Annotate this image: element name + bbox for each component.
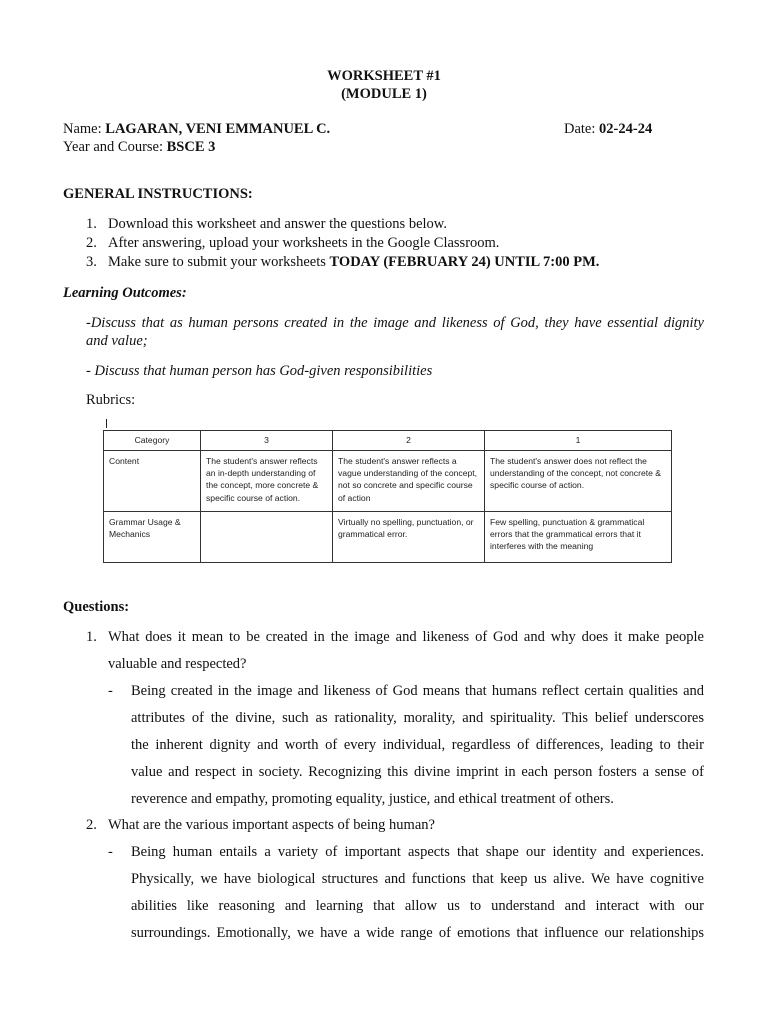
date-label: Date:	[564, 121, 600, 137]
answer-line: reverence and empathy, promoting equality, justice, and ethical treatment of others.	[131, 791, 614, 807]
instruction-item: 2. After answering, upload your worksheets in the Google Classroom.	[86, 235, 500, 251]
answer-line: the inherent dignity and worth of every individual, regardless of differences, leading to their	[131, 737, 704, 753]
outcome-item: - Discuss that human person has God-given responsibilities	[86, 363, 433, 379]
course-label: Year and Course:	[63, 139, 167, 155]
date-value: 02-24-24	[599, 121, 653, 137]
instruction-item: 1. Download this worksheet and answer the questions below.	[86, 216, 447, 232]
worksheet-title: WORKSHEET #1	[327, 68, 441, 84]
answer-line: surroundings. Emotionally, we have a wide range of emotions that influence our relationships	[131, 925, 704, 941]
answer-line: value and respect in society. Recognizing this divine imprint in each person fosters a sense of	[131, 764, 704, 780]
score-2-cell: The student's answer reflects a vague understanding of the concept, not so concrete and specific course of action	[333, 451, 485, 512]
score-1-cell: Few spelling, punctuation & grammatical errors that the grammatical errors that it interferes with the meaning	[485, 512, 672, 563]
table-row	[104, 512, 672, 563]
answer-line: Being human entails a variety of important aspects that shape our identity and experiences.	[131, 844, 704, 860]
rubrics-table	[103, 430, 672, 563]
answer-bullet: -	[108, 683, 113, 699]
score-3-cell: The student's answer reflects an in-depth understanding of the concept, more concrete & specific course of action.	[201, 451, 333, 512]
instructions-heading: GENERAL INSTRUCTIONS:	[63, 186, 253, 202]
answer-line: Physically, we have biological structures and functions that keep us alive. We have cognitive	[131, 871, 704, 887]
name-value: LAGARAN, VENI EMMANUEL C.	[105, 121, 331, 137]
question-text-cont: valuable and respected?	[108, 656, 247, 672]
deadline-text: TODAY (FEBRUARY 24) UNTIL 7:00 PM.	[329, 254, 600, 270]
name-label: Name:	[63, 121, 106, 137]
outcomes-heading: Learning Outcomes:	[63, 285, 187, 301]
header-cell: 1	[485, 431, 672, 451]
course-line	[63, 138, 215, 156]
score-1-cell: The student's answer does not reflect the understanding of the concept, not concrete & specific course of action.	[485, 451, 672, 512]
answer-line: abilities like reasoning and learning that allow us to understand and interact with our	[131, 898, 704, 914]
questions-heading: Questions:	[63, 599, 130, 615]
answer-bullet: -	[108, 844, 113, 860]
outcome-item-cont: and value;	[86, 333, 148, 349]
course-value: BSCE 3	[166, 139, 216, 155]
header-cell: 3	[201, 431, 333, 451]
header-cell: 2	[333, 431, 485, 451]
question-number: 1.	[86, 629, 97, 645]
date-line	[564, 120, 652, 138]
table-header-row	[104, 431, 672, 451]
instruction-item: 3. Make sure to submit your worksheets TODAY (FEBRUARY 24) UNTIL 7:00 PM.	[86, 254, 600, 270]
question-text: What are the various important aspects of being human?	[108, 817, 435, 833]
answer-line: Being created in the image and likeness of God means that humans reflect certain qualities and	[131, 683, 704, 699]
text-cursor	[106, 419, 107, 428]
answer-line: attributes of the divine, such as rationality, morality, and spirituality. This belief underscores	[131, 710, 704, 726]
table-row	[104, 451, 672, 512]
question-text: What does it mean to be created in the image and likeness of God and why does it make people	[108, 629, 704, 645]
question-number: 2.	[86, 817, 97, 833]
module-subtitle: (MODULE 1)	[341, 86, 427, 102]
category-cell: Grammar Usage & Mechanics	[104, 512, 201, 563]
rubrics-label: Rubrics:	[86, 392, 136, 408]
score-2-cell: Virtually no spelling, punctuation, or grammatical error.	[333, 512, 485, 563]
name-line	[63, 120, 330, 138]
score-3-cell	[201, 512, 333, 563]
category-cell: Content	[104, 451, 201, 512]
header-cell: Category	[104, 431, 201, 451]
outcome-item: -Discuss that as human persons created in the image and likeness of God, they have essential dignity	[86, 315, 704, 331]
